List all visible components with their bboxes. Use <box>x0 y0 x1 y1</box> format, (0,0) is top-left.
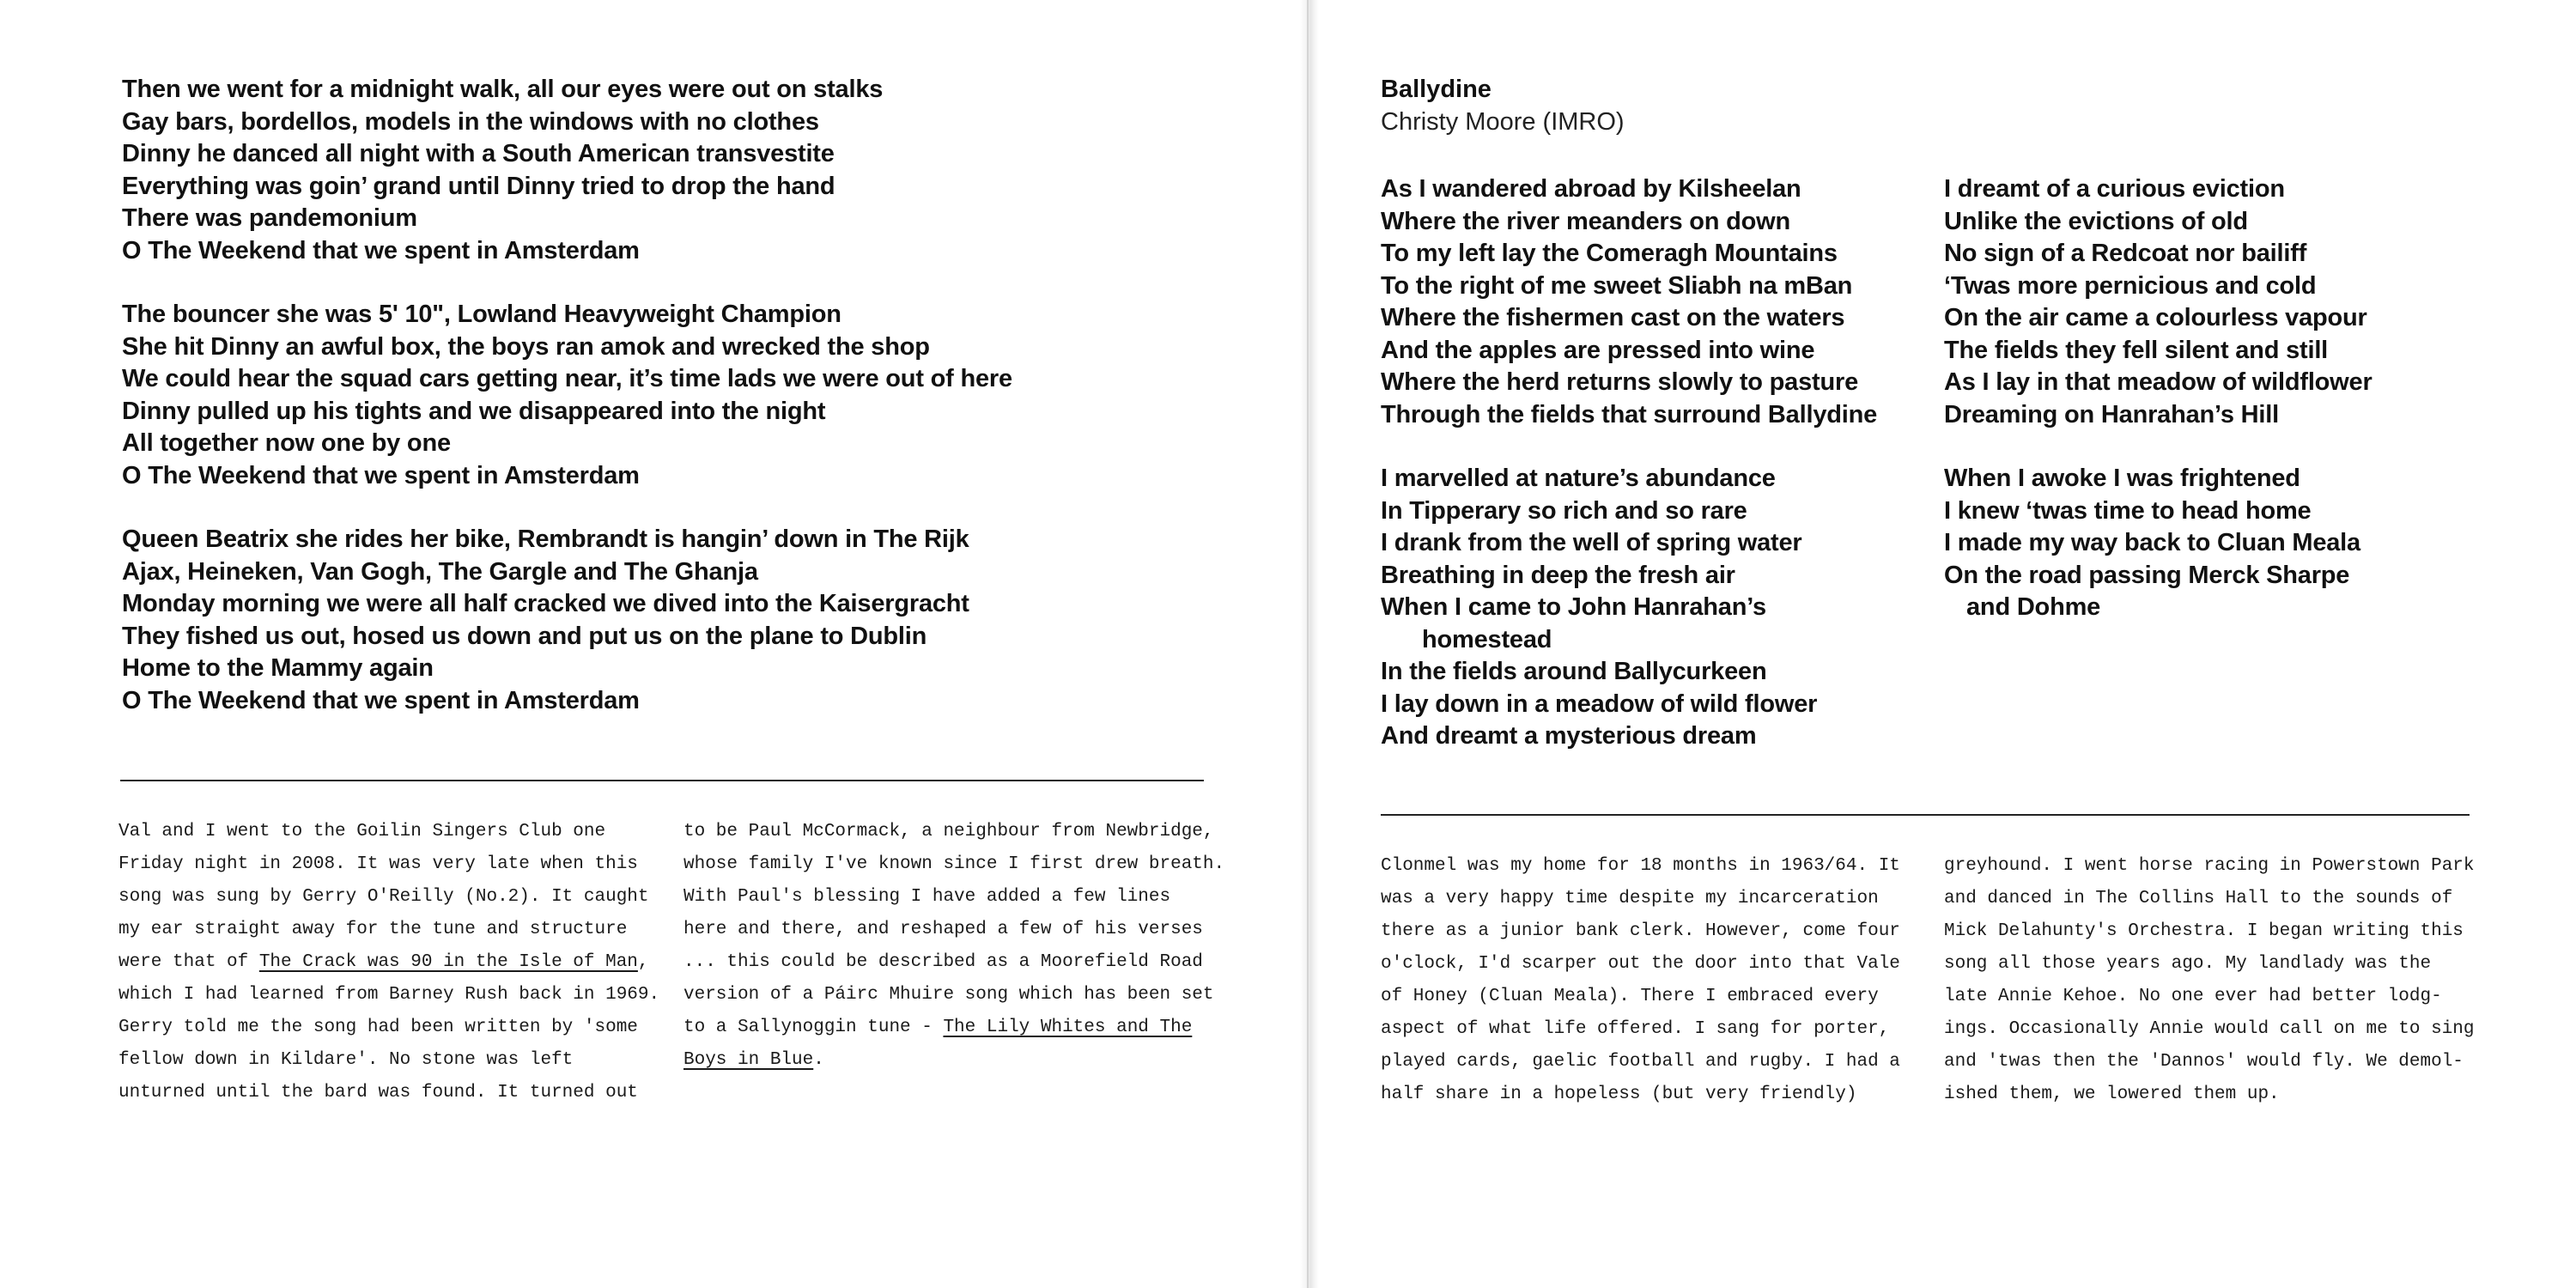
note-line: greyhound. I went horse racing in Powerstown Park <box>1944 856 2475 876</box>
left-note-column-2 <box>683 816 1224 1077</box>
verse-1 <box>1381 173 1877 431</box>
note-text: to a Sallynoggin tune - <box>683 1018 944 1037</box>
verse-2 <box>122 299 1012 492</box>
note-line <box>683 1012 1224 1044</box>
lyric-line: And the apples are pressed into wine <box>1381 336 1815 364</box>
note-line: here and there, and reshaped a few of his verses <box>683 920 1203 939</box>
lyric-line: Where the herd returns slowly to pasture <box>1381 368 1858 396</box>
lyric-line: Where the fishermen cast on the waters <box>1381 304 1845 331</box>
note-line: to be Paul McCormack, a neighbour from Newbridge, <box>683 822 1214 841</box>
left-note-column-1 <box>118 816 659 1109</box>
lyric-line: O The Weekend that we spent in Amsterdam <box>122 236 640 264</box>
note-line: half share in a hopeless (but very friendly) <box>1381 1084 1857 1104</box>
lyric-line: O The Weekend that we spent in Amsterdam <box>122 686 640 714</box>
lyric-line: When I came to John Hanrahan’s <box>1381 593 1766 621</box>
note-line: song all those years ago. My landlady was the <box>1944 954 2432 974</box>
lyric-line: On the air came a colourless vapour <box>1944 304 2367 331</box>
right-divider <box>1381 814 2470 816</box>
lyric-line: And dreamt a mysterious dream <box>1381 722 1757 750</box>
note-line: ished them, we lowered them up. <box>1944 1084 2280 1104</box>
note-line: and danced in The Collins Hall to the sounds of <box>1944 889 2453 908</box>
lyric-line: I lay down in a meadow of wild flower <box>1381 690 1818 718</box>
lyric-line: Where the river meanders on down <box>1381 207 1791 235</box>
note-text: . <box>813 1050 824 1070</box>
note-line: and 'twas then the 'Dannos' would fly. We demol- <box>1944 1052 2464 1072</box>
lyric-line: homestead <box>1422 625 1552 653</box>
verse-3 <box>1944 173 2372 431</box>
note-line: version of a Páirc Mhuire song which has been set <box>683 985 1214 1005</box>
lyric-line: I made my way back to Cluan Meala <box>1944 529 2360 556</box>
right-lyrics-column-1 <box>1381 173 1877 785</box>
note-line: Clonmel was my home for 18 months in 1963/64. It <box>1381 856 1900 876</box>
note-line: was a very happy time despite my incarceration <box>1381 889 1879 908</box>
lyric-line: Ajax, Heineken, Van Gogh, The Gargle and The Ghanja <box>122 557 758 586</box>
right-note-column-1 <box>1381 850 1900 1111</box>
lyric-line: They fished us out, hosed us down and put us on the plane to Dublin <box>122 622 927 650</box>
left-divider <box>120 780 1204 781</box>
lyric-line: Unlike the evictions of old <box>1944 207 2248 235</box>
verse-1 <box>122 74 1012 267</box>
lyric-line: Then we went for a midnight walk, all our eyes were out on stalks <box>122 76 884 103</box>
lyric-line: I drank from the well of spring water <box>1381 529 1802 556</box>
note-line: With Paul's blessing I have added a few lines <box>683 887 1171 907</box>
lyric-line: To my left lay the Comeragh Mountains <box>1381 240 1838 267</box>
lyric-line: Everything was goin’ grand until Dinny tried to drop the hand <box>122 172 835 200</box>
lyric-line: I knew ‘twas time to head home <box>1944 496 2312 525</box>
lyric-line: Gay bars, bordellos, models in the windows with no clothes <box>122 107 819 136</box>
note-line: song was sung by Gerry O'Reilly (No.2). It caught <box>118 887 649 907</box>
lyric-line: Through the fields that surround Ballydine <box>1381 400 1878 428</box>
note-line: Friday night in 2008. It was very late when this <box>118 854 638 874</box>
right-note-column-2 <box>1944 850 2475 1111</box>
left-lyrics <box>122 74 1012 749</box>
note-text: , <box>637 952 649 972</box>
note-line: of Honey (Cluan Meala). There I embraced every <box>1381 987 1879 1006</box>
lyric-line: Dreaming on Hanrahan’s Hill <box>1944 400 2279 428</box>
lyric-line: and Dohme <box>1966 593 2101 621</box>
lyric-line: O The Weekend that we spent in Amsterdam <box>122 461 640 489</box>
note-line: unturned until the bard was found. It turned out <box>118 1083 638 1103</box>
lyric-line: On the road passing Merck Sharpe <box>1944 561 2350 589</box>
lyric-line: Home to the Mammy again <box>122 654 434 682</box>
note-line: fellow down in Kildare'. No stone was left <box>118 1050 574 1070</box>
book-gutter <box>1300 0 1319 1288</box>
note-line: o'clock, I'd scarper out the door into that Vale <box>1381 954 1900 974</box>
verse-4 <box>1944 463 2372 624</box>
song-reference-link: The Crack was 90 in the Isle of Man <box>258 952 638 972</box>
lyric-line: I dreamt of a curious eviction <box>1944 175 2285 203</box>
lyric-line: As I lay in that meadow of wildflower <box>1944 368 2372 396</box>
lyric-line: There was pandemonium <box>122 204 417 232</box>
note-line: Mick Delahunty's Orchestra. I began writing this <box>1944 921 2464 941</box>
lyric-line: All together now one by one <box>122 429 451 457</box>
lyric-line: As I wandered abroad by Kilsheelan <box>1381 175 1801 203</box>
lyric-line: ‘Twas more pernicious and cold <box>1944 271 2317 300</box>
lyric-line: Breathing in deep the fresh air <box>1381 561 1735 589</box>
lyric-line: In the fields around Ballycurkeen <box>1381 658 1767 685</box>
lyric-line: In Tipperary so rich and so rare <box>1381 496 1747 525</box>
lyric-line: Dinny pulled up his tights and we disappeared into the night <box>122 397 826 425</box>
note-line: played cards, gaelic football and rugby. I had a <box>1381 1052 1900 1072</box>
lyric-line: I marvelled at nature’s abundance <box>1381 465 1776 492</box>
lyric-line: No sign of a Redcoat nor bailiff <box>1944 240 2307 267</box>
song-reference-link: The Lily Whites and The <box>943 1018 1193 1037</box>
note-line: my ear straight away for the tune and structure <box>118 920 628 939</box>
note-line: which I had learned from Barney Rush back in 1969. <box>118 985 660 1005</box>
note-text: were that of <box>118 952 259 972</box>
note-line <box>118 946 659 979</box>
lyric-line: She hit Dinny an awful box, the boys ran amok and wrecked the shop <box>122 332 930 361</box>
right-lyrics-column-2 <box>1944 173 2372 656</box>
lyric-line: To the right of me sweet Sliabh na mBan <box>1381 271 1853 300</box>
note-line: there as a junior bank clerk. However, come four <box>1381 921 1900 941</box>
note-line: whose family I've known since I first drew breath. <box>683 854 1225 874</box>
verse-2 <box>1381 463 1877 753</box>
note-line: ings. Occasionally Annie would call on me to sing <box>1944 1019 2475 1039</box>
note-line: aspect of what life offered. I sang for porter, <box>1381 1019 1890 1039</box>
song-title: Ballydine <box>1381 76 1492 103</box>
lyric-line: Monday morning we were all half cracked we dived into the Kaisergracht <box>122 590 969 617</box>
song-reference-link: Boys in Blue <box>683 1050 814 1070</box>
lyric-line: When I awoke I was frightened <box>1944 465 2300 492</box>
book-spine-line <box>1307 0 1309 1288</box>
note-line: ... this could be described as a Moorefield Road <box>683 952 1203 972</box>
song-credit: Christy Moore (IMRO) <box>1381 108 1625 136</box>
lyric-line: The bouncer she was 5' 10", Lowland Heavyweight Champion <box>122 301 841 328</box>
lyric-line: We could hear the squad cars getting near, it’s time lads we were out of here <box>122 365 1012 392</box>
note-line: Val and I went to the Goilin Singers Club one <box>118 822 606 841</box>
note-line: Gerry told me the song had been written by 'some <box>118 1018 638 1037</box>
note-line: late Annie Kehoe. No one ever had better lodg- <box>1944 987 2442 1006</box>
lyric-line: Dinny he danced all night with a South American transvestite <box>122 140 835 167</box>
lyric-line: The fields they fell silent and still <box>1944 336 2329 364</box>
note-line <box>683 1044 1224 1077</box>
verse-3 <box>122 524 1012 717</box>
lyric-line: Queen Beatrix she rides her bike, Rembrandt is hangin’ down in The Rijk <box>122 526 969 553</box>
